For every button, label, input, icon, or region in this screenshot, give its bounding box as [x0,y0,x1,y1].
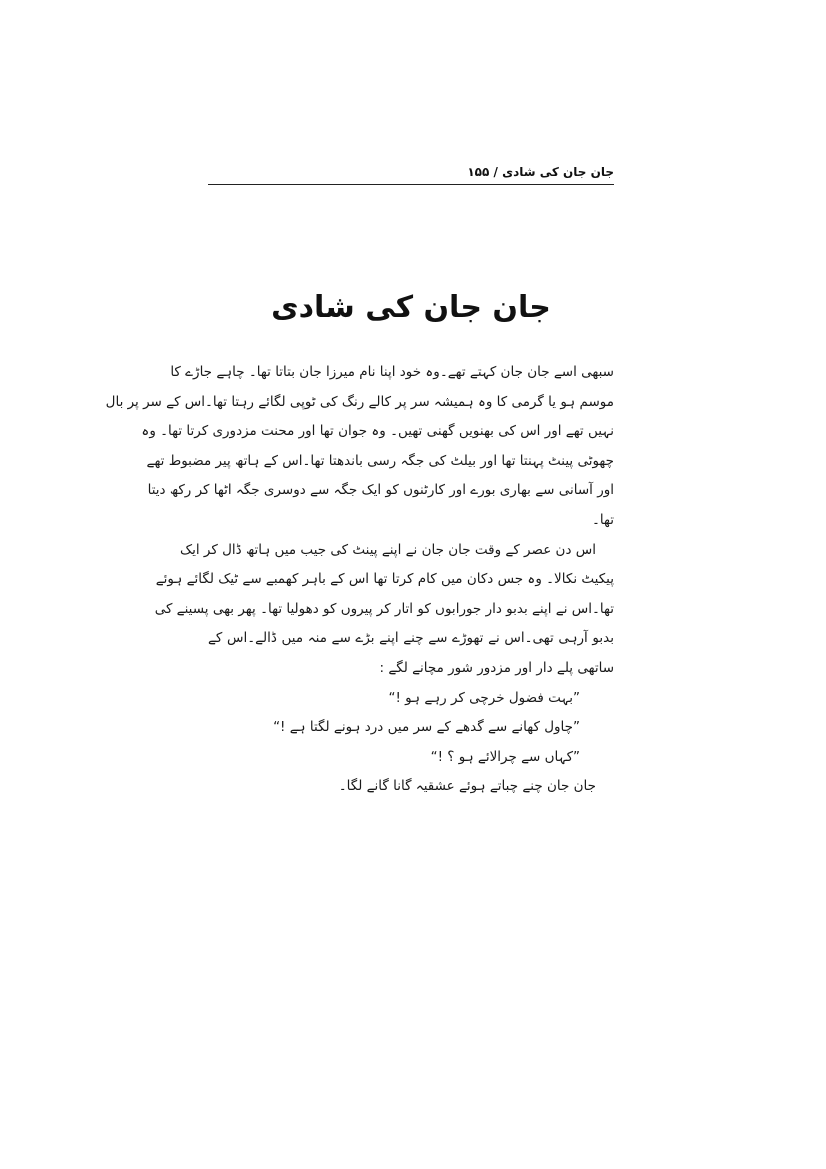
dialogue-quote: ”بہت فضول خرچی کر رہے ہو !“ [388,689,580,706]
closing-line: جان جان چنے چباتے ہوئے عشقیہ گانا گانے لگا۔ [338,778,596,795]
running-header [208,160,614,185]
dialogue-quote: ”چاول کھانے سے گدھے کے سر میں درد ہونے لگتا ہے !“ [273,719,580,736]
paragraph-line: اس دن عصر کے وقت جان جان نے اپنے پینٹ کی جیب میں ہاتھ ڈال کر ایک [180,541,596,558]
paragraph-line: پیکیٹ نکالا۔ وہ جس دکان میں کام کرتا تھا اس کے باہر کھمبے سے ٹیک لگائے ہوئے [155,571,614,588]
paragraph-line: بدبو آرہی تھی۔اس نے تھوڑے سے چنے اپنے بڑے سے منہ میں ڈالے۔اس کے [208,630,614,647]
paragraph-line: تھا۔ [591,511,614,528]
dialogue-quote: ”کہاں سے چرالائے ہو ؟ !“ [430,748,580,765]
paragraph-line: اور آسانی سے بھاری بورے اور کارٹنوں کو ایک جگہ سے دوسری جگہ اٹھا کر رکھ دیتا [147,482,614,499]
body-text [105,358,614,802]
paragraph-line: موسم ہو یا گرمی کا وہ ہمیشہ سر پر کالے رنگ کی ٹوپی لگائے رہتا تھا۔اس کے سر پر بال [105,393,614,410]
chapter-title: جان جان کی شادی [271,290,551,325]
paragraph-line: سبھی اسے جان جان کہتے تھے۔وہ خود اپنا نام میرزا جان بتاتا تھا۔ چاہے جاڑے کا [170,364,614,380]
paragraph-line: ساتھی پلے دار اور مزدور شور مچانے لگے : [379,659,614,676]
paragraph-line: تھا۔اس نے اپنے بدبو دار جورابوں کو اتار کر پیروں کو دھولیا تھا۔ پھر بھی پسینے کی [154,600,614,617]
paragraph-line: نہیں تھے اور اس کی بھنویں گھنی تھیں۔ وہ جوان تھا اور محنت مزدوری کرتا تھا۔ وہ [141,423,614,440]
paragraph-line: چھوٹی پینٹ پہنتا تھا اور بیلٹ کی جگہ رسی باندھتا تھا۔اس کے ہاتھ پیر مضبوط تھے [146,452,614,469]
running-header-title: جان جان کی شادی / ۱۵۵ [467,165,614,179]
